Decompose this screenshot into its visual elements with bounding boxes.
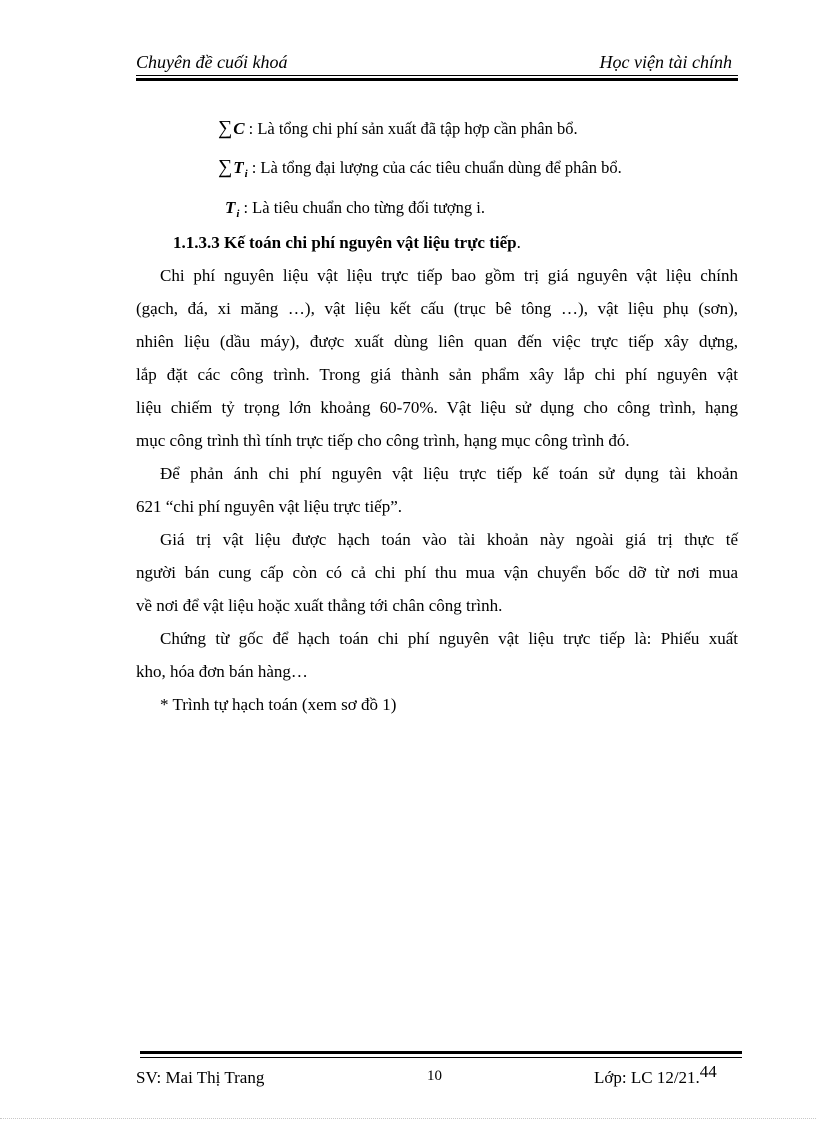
formula-subscript: i bbox=[244, 168, 248, 180]
formula-subscript: i bbox=[236, 208, 240, 220]
footer-rule-thin bbox=[140, 1057, 742, 1058]
paragraph-line: liệu chiếm tỷ trọng lớn khoảng 60-70%. Vật liệu sử dụng cho công trình, hạng bbox=[136, 398, 738, 417]
page-number: 10 bbox=[427, 1068, 442, 1084]
formula-description: : Là tổng chi phí sản xuất đã tập hợp cần phân bổ. bbox=[248, 119, 578, 138]
footer-class-text: Lớp: LC 12/21. bbox=[594, 1068, 700, 1087]
paragraph-line: mục công trình thì tính trực tiếp cho công trình, hạng mục công trình đó. bbox=[136, 431, 630, 450]
sigma-icon: ∑ bbox=[218, 156, 233, 178]
formula-ti bbox=[225, 198, 485, 218]
paragraph-line: Để phản ánh chi phí nguyên vật liệu trực tiếp kế toán sử dụng tài khoản bbox=[160, 464, 738, 483]
paragraph-line: (gạch, đá, xi măng …), vật liệu kết cấu (trục bê tông …), vật liệu phụ (sơn), bbox=[136, 299, 738, 318]
paragraph-line: Chứng từ gốc để hạch toán chi phí nguyên vật liệu trực tiếp là: Phiếu xuất bbox=[160, 629, 738, 648]
formula-symbol-letter: C bbox=[233, 119, 245, 138]
formula-description: : Là tiêu chuẩn cho từng đối tượng i. bbox=[243, 198, 485, 217]
paragraph-line: kho, hóa đơn bán hàng… bbox=[136, 662, 308, 681]
paragraph-line: Giá trị vật liệu được hạch toán vào tài khoản này ngoài giá trị thực tế bbox=[160, 530, 738, 549]
header-rule-thick bbox=[136, 78, 738, 81]
formula-symbol-letter: T bbox=[233, 158, 244, 177]
formula-symbol-letter: T bbox=[225, 198, 236, 217]
header-right-title: Học viện tài chính bbox=[599, 52, 732, 72]
paragraph-line: Chi phí nguyên liệu vật liệu trực tiếp bao gồm trị giá nguyên vật liệu chính bbox=[160, 266, 738, 285]
paragraph-line: người bán cung cấp còn có cả chi phí thu mua vận chuyển bốc dỡ từ nơi mua bbox=[136, 563, 738, 582]
formula-sum-ti bbox=[218, 156, 622, 179]
paragraph-line: nhiên liệu (dầu máy), được xuất dùng liên quan đến việc trực tiếp xây dựng, bbox=[136, 332, 738, 351]
section-heading-text: 1.1.3.3 Kế toán chi phí nguyên vật liệu trực tiếp bbox=[173, 233, 517, 252]
section-heading bbox=[173, 233, 521, 253]
footer-class bbox=[594, 1062, 717, 1088]
sigma-icon: ∑ bbox=[218, 117, 233, 139]
footer-class-sup: 44 bbox=[699, 1062, 717, 1081]
formula-sum-c bbox=[218, 117, 578, 140]
formula-symbol bbox=[218, 117, 245, 140]
footer-rule-thick bbox=[140, 1051, 742, 1054]
paragraph-line: lắp đặt các công trình. Trong giá thành sản phẩm xây lắp chi phí nguyên vật bbox=[136, 365, 738, 384]
paragraph-line: 621 “chi phí nguyên vật liệu trực tiếp”. bbox=[136, 497, 403, 516]
section-heading-trail: . bbox=[516, 233, 521, 252]
header-left-title: Chuyên đề cuối khoá bbox=[136, 52, 288, 72]
paragraph-line: về nơi để vật liệu hoặc xuất thẳng tới chân công trình. bbox=[136, 596, 503, 615]
formula-description: : Là tổng đại lượng của các tiêu chuẩn dùng để phân bổ. bbox=[251, 158, 622, 177]
header-rule-thin bbox=[136, 75, 738, 76]
paragraph-line: * Trình tự hạch toán (xem sơ đồ 1) bbox=[160, 695, 397, 714]
formula-symbol bbox=[218, 156, 248, 179]
page-edge-divider bbox=[0, 1118, 816, 1119]
footer-student: SV: Mai Thị Trang bbox=[136, 1068, 265, 1087]
formula-symbol bbox=[225, 198, 239, 218]
